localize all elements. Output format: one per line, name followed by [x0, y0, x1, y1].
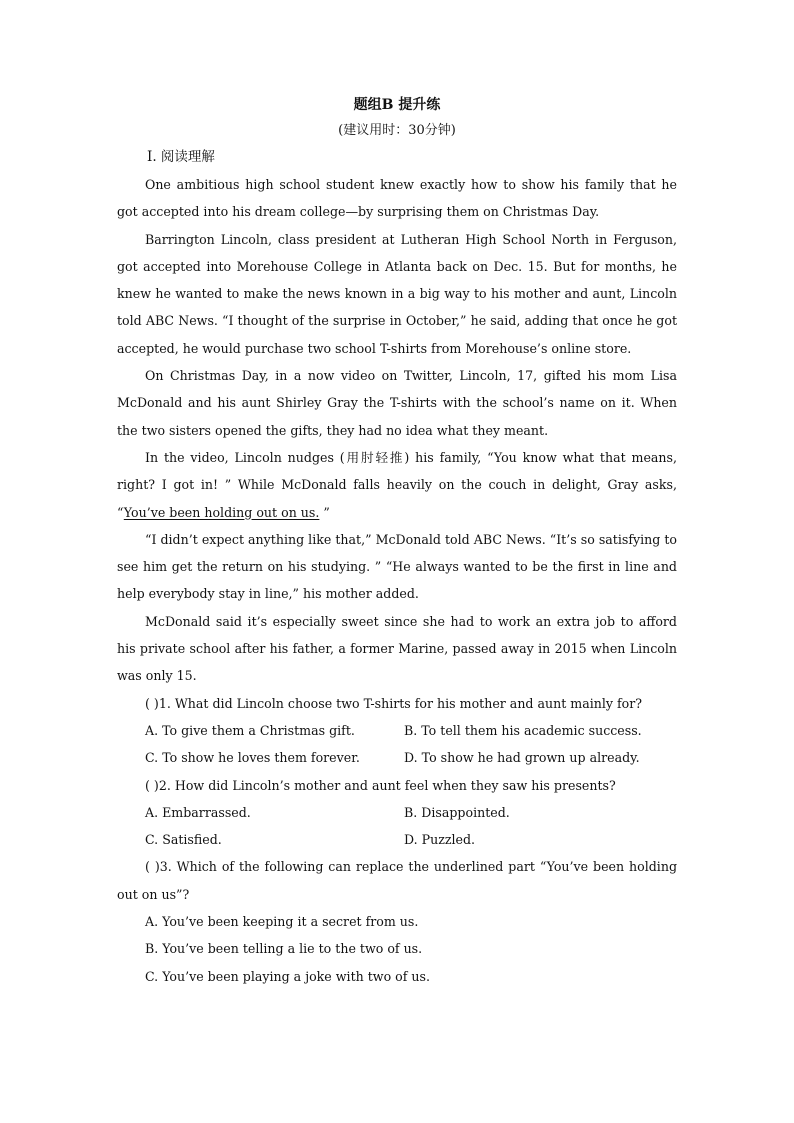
- question-2-option-c: C. Satisfied.: [145, 832, 222, 848]
- passage-paragraph-2: Barrington Lincoln, class president at Lutheran High School North in Ferguson, got accepted into Morehouse College in Atlanta back on Dec. 15. But for months, he knew he wanted to make the news known in a big way to his mother and aunt, Lincoln told ABC News. “I thought of the surprise in October,” he said, adding that once he got accepted, he would purchase two school T-shirts from Morehouse’s online store.: [117, 231, 677, 356]
- suggested-time: (建议用时：30分钟): [338, 123, 456, 138]
- passage-paragraph-1: One ambitious high school student knew exactly how to show his family that he got accepted into his dream college—by surprising them on Christmas Day.: [117, 177, 677, 220]
- underlined-phrase: You’ve been holding out on us.: [123, 504, 320, 520]
- question-1-option-d: D. To show he had grown up already.: [404, 750, 640, 766]
- question-2: [117, 772, 677, 854]
- page-title: 题组B 提升练: [353, 97, 441, 113]
- question-2-stem: ( )2. How did Lincoln’s mother and aunt feel when they saw his presents?: [145, 777, 616, 793]
- question-3-option-a: A. You’ve been keeping it a secret from us.: [145, 914, 419, 930]
- question-1-option-b: B. To tell them his academic success.: [404, 722, 642, 738]
- question-1-option-a: A. To give them a Christmas gift.: [145, 722, 355, 738]
- question-3-option-c: C. You’ve been playing a joke with two of us.: [145, 968, 430, 984]
- section-heading: Ⅰ. 阅读理解: [147, 149, 215, 165]
- question-3-option-b: B. You’ve been telling a lie to the two of us.: [145, 941, 423, 957]
- question-2-option-a: A. Embarrassed.: [145, 804, 251, 820]
- paragraph-4-text: In the video, Lincoln nudges (用肘轻推) his family, “You know what that means, right? I got in! ” While McDonald falls heavily on the couch in delight, Gray asks, “: [117, 449, 677, 520]
- question-2-options-row-1: [117, 799, 677, 826]
- question-1-options-row-1: [117, 717, 677, 744]
- question-2-option-b: B. Disappointed.: [404, 804, 510, 820]
- question-1-option-c: C. To show he loves them forever.: [145, 750, 360, 766]
- passage-paragraph-3: On Christmas Day, in a now video on Twitter, Lincoln, 17, gifted his mom Lisa McDonald and his aunt Shirley Gray the T-shirts with the school’s name on it. When the two sisters opened the gifts, they had no idea what they meant.: [117, 368, 677, 438]
- reading-passage: [117, 171, 677, 690]
- question-1: [117, 690, 677, 772]
- paragraph-4-closing-quote: ”: [319, 504, 330, 520]
- worksheet-page: [117, 92, 677, 990]
- passage-paragraph-6: McDonald said it’s especially sweet since she had to work an extra job to afford his private school after his father, a former Marine, passed away in 2015 when Lincoln was only 15.: [117, 613, 677, 684]
- question-1-options-row-2: [117, 744, 677, 771]
- passage-paragraph-4: [117, 444, 677, 526]
- question-3: [117, 853, 677, 989]
- passage-paragraph-5: “I didn’t expect anything like that,” McDonald told ABC News. “It’s so satisfying to see him get the return on his studying. ” “He always wanted to be the first in line and help everybody stay in line,” his mother added.: [117, 531, 677, 602]
- question-2-option-d: D. Puzzled.: [404, 832, 476, 848]
- question-1-stem: ( )1. What did Lincoln choose two T-shirts for his mother and aunt mainly for?: [145, 695, 643, 711]
- question-2-options-row-2: [117, 826, 677, 853]
- question-3-stem: ( )3. Which of the following can replace the underlined part “You’ve been holding out on us”?: [117, 859, 677, 902]
